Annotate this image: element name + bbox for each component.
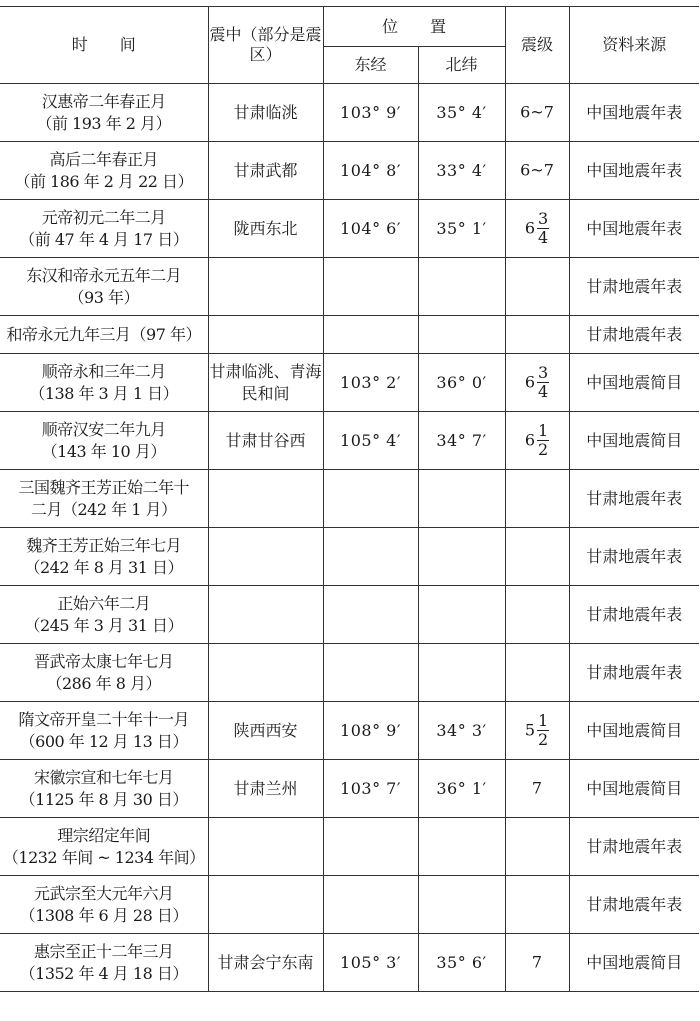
cell-source: 甘肃地震年表 bbox=[569, 316, 699, 354]
cell-epicenter: 陇西东北 bbox=[208, 200, 323, 258]
cell-time bbox=[0, 316, 208, 354]
time-line-1: 高后二年春正月 bbox=[49, 149, 158, 169]
cell-time bbox=[0, 258, 208, 316]
fraction-numerator: 3 bbox=[538, 363, 549, 382]
cell-latitude: 35° 6′ bbox=[418, 934, 505, 992]
time-line-2: （286 年 8 月） bbox=[46, 673, 161, 693]
cell-latitude bbox=[418, 586, 505, 644]
header-latitude: 北纬 bbox=[418, 47, 505, 84]
cell-magnitude bbox=[505, 316, 569, 354]
table-row bbox=[0, 200, 699, 258]
cell-time bbox=[0, 142, 208, 200]
time-line-2: 二月（242 年 1 月） bbox=[31, 499, 177, 519]
cell-source: 中国地震简目 bbox=[569, 702, 699, 760]
cell-time bbox=[0, 354, 208, 412]
cell-time bbox=[0, 818, 208, 876]
cell-longitude bbox=[323, 586, 418, 644]
cell-latitude: 33° 4′ bbox=[418, 142, 505, 200]
table-row bbox=[0, 470, 699, 528]
cell-epicenter: 甘肃会宁东南 bbox=[208, 934, 323, 992]
cell-epicenter: 甘肃甘谷西 bbox=[208, 412, 323, 470]
table-row bbox=[0, 702, 699, 760]
time-line-2: （600 年 12 月 13 日） bbox=[19, 731, 188, 751]
magnitude-whole: 6 bbox=[524, 372, 536, 392]
cell-longitude bbox=[323, 644, 418, 702]
cell-source: 甘肃地震年表 bbox=[569, 586, 699, 644]
cell-epicenter bbox=[208, 316, 323, 354]
magnitude-whole: 7 bbox=[531, 778, 543, 798]
table-row bbox=[0, 528, 699, 586]
cell-epicenter bbox=[208, 258, 323, 316]
cell-magnitude bbox=[505, 258, 569, 316]
time-line-2: （前 193 年 2 月） bbox=[36, 113, 172, 133]
cell-latitude bbox=[418, 644, 505, 702]
cell-source: 甘肃地震年表 bbox=[569, 818, 699, 876]
fraction-denominator: 2 bbox=[538, 440, 549, 459]
cell-source: 甘肃地震年表 bbox=[569, 644, 699, 702]
fraction-numerator: 1 bbox=[538, 711, 549, 730]
time-line-1: 理宗绍定年间 bbox=[57, 825, 151, 845]
cell-latitude: 35° 4′ bbox=[418, 84, 505, 142]
cell-longitude: 105° 3′ bbox=[323, 934, 418, 992]
cell-longitude: 103° 2′ bbox=[323, 354, 418, 412]
magnitude-whole: 6~7 bbox=[520, 102, 554, 122]
cell-epicenter: 甘肃临洮 bbox=[208, 84, 323, 142]
cell-magnitude bbox=[505, 586, 569, 644]
time-line-2: （143 年 10 月） bbox=[41, 441, 166, 461]
table-row bbox=[0, 354, 699, 412]
cell-magnitude bbox=[505, 818, 569, 876]
cell-time bbox=[0, 934, 208, 992]
table-row bbox=[0, 818, 699, 876]
cell-latitude: 35° 1′ bbox=[418, 200, 505, 258]
magnitude-whole: 5 bbox=[524, 720, 536, 740]
cell-time bbox=[0, 528, 208, 586]
cell-time bbox=[0, 644, 208, 702]
cell-epicenter: 陕西西安 bbox=[208, 702, 323, 760]
time-line-1: 晋武帝太康七年七月 bbox=[33, 651, 174, 671]
cell-magnitude bbox=[505, 760, 569, 818]
cell-latitude bbox=[418, 470, 505, 528]
time-line-2: （245 年 3 月 31 日） bbox=[24, 615, 183, 635]
cell-epicenter bbox=[208, 876, 323, 934]
cell-source: 甘肃地震年表 bbox=[569, 258, 699, 316]
cell-source: 中国地震简目 bbox=[569, 354, 699, 412]
cell-epicenter bbox=[208, 470, 323, 528]
cell-longitude bbox=[323, 258, 418, 316]
magnitude-whole: 6~7 bbox=[520, 160, 554, 180]
time-line-2: （242 年 8 月 31 日） bbox=[24, 557, 183, 577]
cell-longitude: 108° 9′ bbox=[323, 702, 418, 760]
cell-longitude: 104° 8′ bbox=[323, 142, 418, 200]
cell-magnitude bbox=[505, 644, 569, 702]
time-line-2: （138 年 3 月 1 日） bbox=[29, 383, 179, 403]
cell-time bbox=[0, 702, 208, 760]
time-line-2: （1352 年 4 月 18 日） bbox=[19, 963, 188, 983]
cell-source: 中国地震简目 bbox=[569, 760, 699, 818]
time-line-1: 三国魏齐王芳正始二年十 bbox=[18, 477, 189, 497]
time-line-1: 汉惠帝二年春正月 bbox=[41, 91, 166, 111]
cell-source: 中国地震年表 bbox=[569, 200, 699, 258]
table-row bbox=[0, 258, 699, 316]
cell-latitude bbox=[418, 818, 505, 876]
cell-source: 甘肃地震年表 bbox=[569, 876, 699, 934]
table-row bbox=[0, 644, 699, 702]
fraction-numerator: 1 bbox=[538, 421, 549, 440]
cell-latitude bbox=[418, 258, 505, 316]
cell-source: 甘肃地震年表 bbox=[569, 470, 699, 528]
table-body bbox=[0, 84, 699, 992]
header-source: 资料来源 bbox=[569, 7, 699, 84]
time-line-2: （1308 年 6 月 28 日） bbox=[19, 905, 188, 925]
fraction-numerator: 3 bbox=[538, 209, 549, 228]
cell-epicenter: 甘肃武都 bbox=[208, 142, 323, 200]
cell-magnitude bbox=[505, 876, 569, 934]
header-magnitude: 震级 bbox=[505, 7, 569, 84]
time-line-2: （1232 年间 ~ 1234 年间） bbox=[2, 847, 205, 867]
time-line-2: （1125 年 8 月 30 日） bbox=[19, 789, 188, 809]
cell-latitude bbox=[418, 876, 505, 934]
table-row bbox=[0, 586, 699, 644]
header-position: 位 置 bbox=[323, 7, 505, 47]
cell-magnitude bbox=[505, 200, 569, 258]
table-row bbox=[0, 412, 699, 470]
time-line-1: 顺帝汉安二年九月 bbox=[41, 419, 166, 439]
cell-source: 中国地震简目 bbox=[569, 934, 699, 992]
cell-magnitude bbox=[505, 528, 569, 586]
magnitude-fraction bbox=[537, 210, 549, 247]
magnitude-whole: 6 bbox=[524, 218, 536, 238]
header-longitude: 东经 bbox=[323, 47, 418, 84]
cell-latitude: 36° 1′ bbox=[418, 760, 505, 818]
cell-time bbox=[0, 470, 208, 528]
earthquake-record-table bbox=[0, 6, 699, 992]
cell-time bbox=[0, 412, 208, 470]
cell-time bbox=[0, 876, 208, 934]
time-line-2: （前 47 年 4 月 17 日） bbox=[19, 229, 189, 249]
table-row bbox=[0, 316, 699, 354]
cell-longitude: 103° 7′ bbox=[323, 760, 418, 818]
cell-latitude: 36° 0′ bbox=[418, 354, 505, 412]
fraction-denominator: 2 bbox=[538, 730, 549, 749]
cell-time bbox=[0, 200, 208, 258]
time-line-1: 元帝初元二年二月 bbox=[41, 207, 166, 227]
cell-epicenter bbox=[208, 644, 323, 702]
magnitude-fraction bbox=[537, 364, 549, 401]
cell-source: 中国地震年表 bbox=[569, 84, 699, 142]
cell-source: 甘肃地震年表 bbox=[569, 528, 699, 586]
fraction-denominator: 4 bbox=[538, 382, 549, 401]
cell-time bbox=[0, 84, 208, 142]
table-row bbox=[0, 142, 699, 200]
fraction-denominator: 4 bbox=[538, 228, 549, 247]
cell-epicenter: 甘肃兰州 bbox=[208, 760, 323, 818]
cell-source: 中国地震年表 bbox=[569, 142, 699, 200]
cell-longitude: 103° 9′ bbox=[323, 84, 418, 142]
cell-magnitude bbox=[505, 142, 569, 200]
cell-latitude: 34° 7′ bbox=[418, 412, 505, 470]
magnitude-fraction bbox=[537, 712, 549, 749]
time-line-1: 和帝永元九年三月（97 年） bbox=[6, 324, 201, 344]
magnitude-fraction bbox=[537, 422, 549, 459]
header-time: 时 间 bbox=[0, 7, 208, 84]
magnitude-whole: 6 bbox=[524, 430, 536, 450]
time-line-1: 元武宗至大元年六月 bbox=[33, 883, 174, 903]
cell-magnitude bbox=[505, 412, 569, 470]
cell-magnitude bbox=[505, 702, 569, 760]
cell-longitude bbox=[323, 818, 418, 876]
time-line-1: 隋文帝开皇二十年十一月 bbox=[18, 709, 189, 729]
time-line-1: 正始六年二月 bbox=[57, 593, 151, 613]
cell-longitude bbox=[323, 528, 418, 586]
table-row bbox=[0, 84, 699, 142]
cell-magnitude bbox=[505, 934, 569, 992]
header-epicenter: 震中（部分是震区） bbox=[208, 7, 323, 84]
table-row bbox=[0, 876, 699, 934]
cell-latitude: 34° 3′ bbox=[418, 702, 505, 760]
cell-epicenter bbox=[208, 528, 323, 586]
time-line-2: （前 186 年 2 月 22 日） bbox=[14, 171, 194, 191]
cell-time bbox=[0, 760, 208, 818]
table-row bbox=[0, 760, 699, 818]
cell-magnitude bbox=[505, 84, 569, 142]
cell-longitude: 105° 4′ bbox=[323, 412, 418, 470]
cell-latitude bbox=[418, 528, 505, 586]
time-line-1: 惠宗至正十二年三月 bbox=[33, 941, 174, 961]
table-row bbox=[0, 934, 699, 992]
cell-latitude bbox=[418, 316, 505, 354]
cell-longitude bbox=[323, 316, 418, 354]
time-line-1: 顺帝永和三年二月 bbox=[41, 361, 166, 381]
cell-magnitude bbox=[505, 470, 569, 528]
cell-longitude bbox=[323, 876, 418, 934]
time-line-1: 宋徽宗宣和七年七月 bbox=[33, 767, 174, 787]
time-line-1: 魏齐王芳正始三年七月 bbox=[26, 535, 182, 555]
cell-longitude: 104° 6′ bbox=[323, 200, 418, 258]
cell-time bbox=[0, 586, 208, 644]
cell-magnitude bbox=[505, 354, 569, 412]
magnitude-whole: 7 bbox=[531, 952, 543, 972]
time-line-1: 东汉和帝永元五年二月 bbox=[26, 265, 182, 285]
time-line-2: （93 年） bbox=[68, 287, 139, 307]
cell-longitude bbox=[323, 470, 418, 528]
cell-source: 中国地震简目 bbox=[569, 412, 699, 470]
cell-epicenter bbox=[208, 818, 323, 876]
cell-epicenter bbox=[208, 586, 323, 644]
cell-epicenter: 甘肃临洮、青海民和间 bbox=[208, 354, 323, 412]
